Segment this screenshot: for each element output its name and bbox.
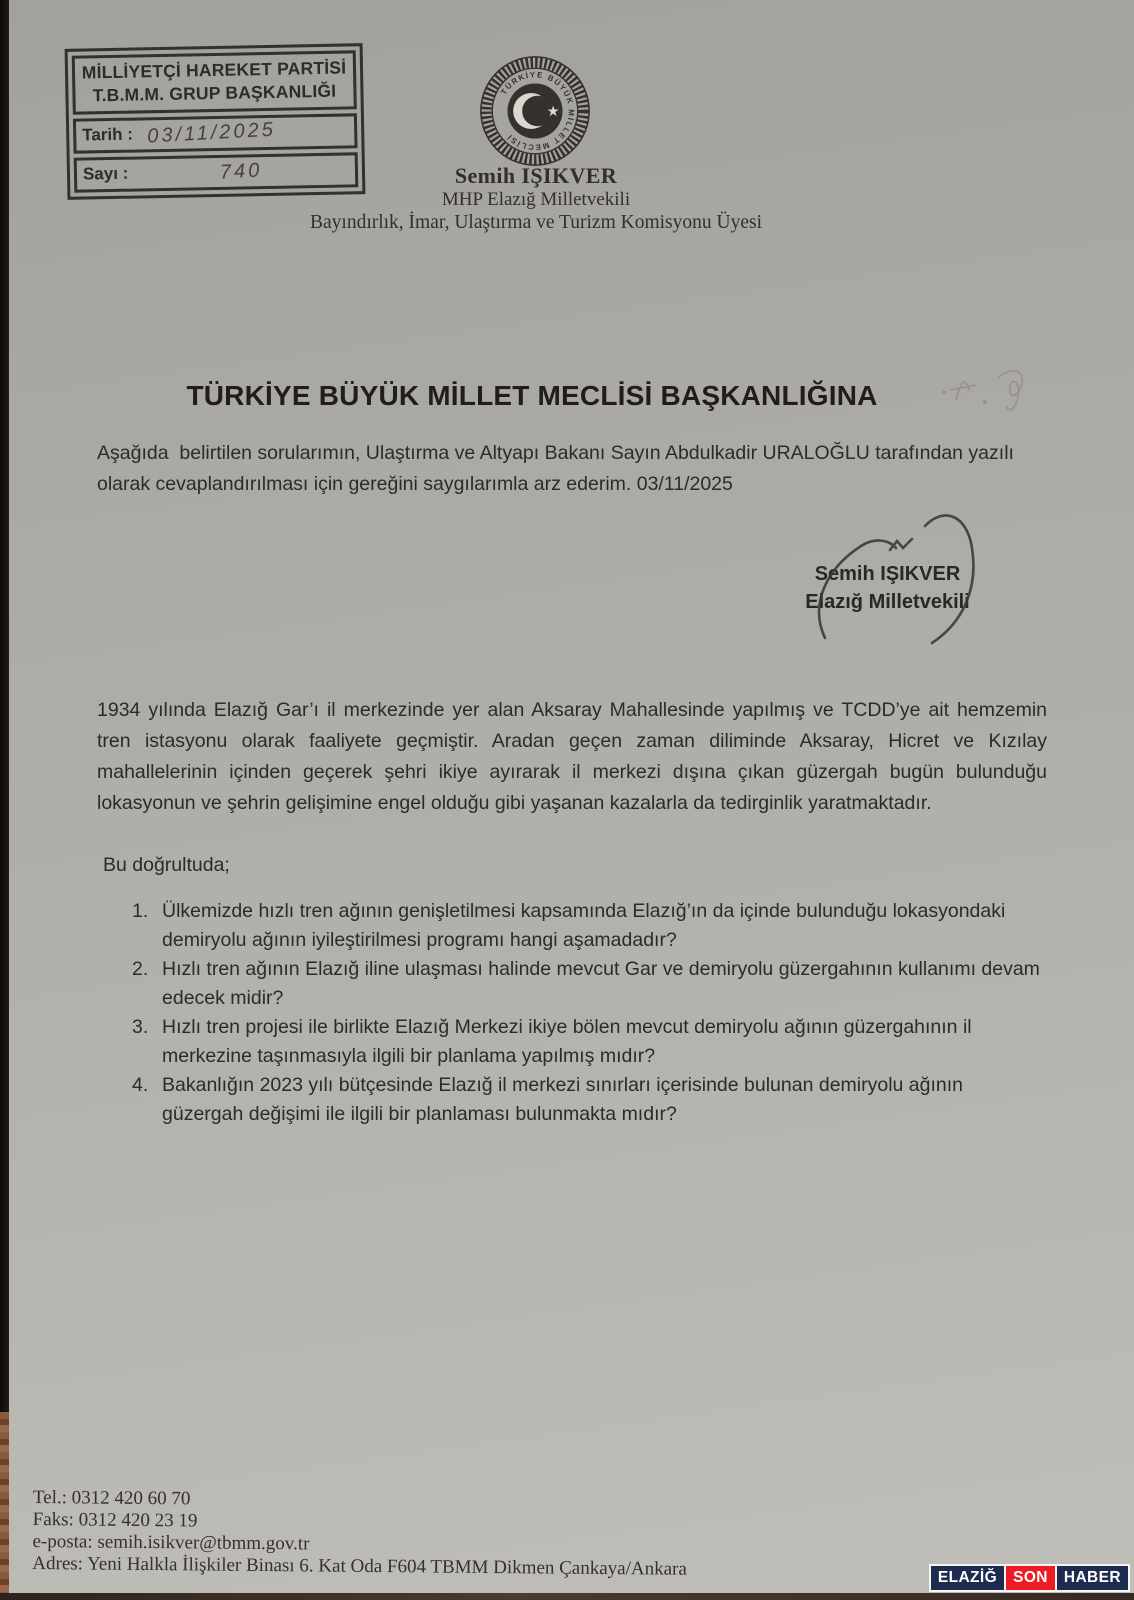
seal-ring-text: TÜRKİYE BÜYÜK MİLLET MECLİSİ — [499, 70, 576, 152]
letterhead-committee: Bayındırlık, İmar, Ulaştırma ve Turizm Komisyonu Üyesi — [309, 212, 762, 233]
footer-eposta: e-posta: semih.isikver@tbmm.gov.tr — [32, 1530, 310, 1555]
star-icon: ★ — [546, 103, 560, 120]
stamp-party-line2: T.B.M.M. GRUP BAŞKANLIĞI — [92, 80, 337, 106]
letterhead-name: Semih IŞIKVER — [454, 163, 618, 188]
signature-name: Semih IŞIKVER — [814, 563, 961, 585]
body-paragraph: 1934 yılında Elazığ Gar’ı il merkezinde yer alan Aksaray Mahallesinde yapılmış ve TCDD’ye ait hemzemin tren istasyonu olarak faaliyete geçmiştir. Aradan geçen zaman diliminde Aksaray, Hicret ve Kızılay mahallelerinin içinden geçerek şehri ikiye ayırarak il merkezi dışına çıkan güzergah bugün bulunduğu lokasyonun ve şehrin gelişimine engel olduğu gibi yaşanan kazalarla da tedirginlik yaratmaktadır. — [97, 699, 1047, 814]
question-text: Ülkemizde hızlı tren ağının genişletilmesi kapsamında Elazığ’ın da içinde bulunduğu lokasyondaki demiryolu ağının iyileştirilmesi programı hangi aşamadadır? — [162, 900, 1006, 951]
question-number: 2. — [132, 958, 149, 980]
tbmm-seal-icon — [478, 54, 592, 168]
handwritten-signature — [803, 500, 993, 655]
stamp-date-label: Tarih : — [82, 124, 134, 145]
scan-edge-bottom — [0, 1593, 1134, 1600]
question-number: 4. — [132, 1074, 149, 1096]
recipient-title: TÜRKİYE BÜYÜK MİLLET MECLİSİ BAŞKANLIĞINA — [186, 380, 878, 411]
watermark-haber: HABER — [1057, 1566, 1128, 1590]
question-item — [132, 897, 1044, 955]
stamp-number-value-handwritten: 740 — [219, 158, 264, 184]
question-number: 1. — [132, 900, 149, 922]
footer-adres: Adres: Yeni Halkla İlişkiler Binası 6. Kat Oda F604 TBMM Dikmen Çankaya/Ankara — [32, 1552, 687, 1580]
stamp-date-row — [73, 113, 358, 153]
footer-tel: Tel.: 0312 420 60 70 — [32, 1487, 191, 1510]
watermark-son: SON — [1006, 1566, 1055, 1590]
scan-edge-wood — [0, 1412, 9, 1600]
question-item — [132, 955, 1044, 1013]
contact-footer — [32, 1487, 687, 1581]
question-item — [132, 1071, 1044, 1129]
stamp-party-line1: MİLLİYETÇİ HAREKET PARTİSİ — [81, 57, 347, 83]
stamp-party-title — [72, 50, 357, 114]
question-text: Hızlı tren projesi ile birlikte Elazığ Merkezi ikiye bölen mevcut demiryolu ağının güzergahının il merkezine taşınmasıyla ilgili bir planlama yapılmış mıdır? — [162, 1016, 972, 1067]
question-list — [132, 897, 1044, 1129]
request-paragraph: Aşağıda belirtilen sorularımın, Ulaştırma ve Altyapı Bakanı Sayın Abdulkadir URALOĞLU tarafından yazılı olarak cevaplandırılması için gereğini saygılarımla arz ederim. 03/11/2025 — [97, 442, 1020, 495]
handwritten-annotation — [938, 356, 1048, 436]
watermark-elazig: ELAZİĞ — [931, 1566, 1004, 1590]
question-text: Bakanlığın 2023 yılı bütçesinde Elazığ il merkezi sınırları içerisinde bulunan demiryolu ağının güzergah değişimi ile ilgili bir planlaması bulunmakta mıdır? — [162, 1074, 964, 1125]
lead-in: Bu doğrultuda; — [103, 854, 230, 876]
letterhead-role: MHP Elazığ Milletvekili — [441, 189, 631, 210]
stamp-date-value-handwritten: 03/11/2025 — [146, 118, 277, 148]
question-number: 3. — [132, 1016, 149, 1038]
news-watermark — [929, 1564, 1130, 1592]
letterhead — [0, 164, 1072, 234]
question-text: Hızlı tren ağının Elazığ iline ulaşması halinde mevcut Gar ve demiryolu güzergahının kullanımı devam edecek midir? — [162, 958, 1040, 1009]
question-item — [132, 1013, 1044, 1071]
signature-title: Elazığ Milletvekili — [805, 591, 970, 613]
footer-faks: Faks: 0312 420 23 19 — [32, 1508, 198, 1532]
stamp-number-label: Sayı : — [82, 163, 129, 184]
